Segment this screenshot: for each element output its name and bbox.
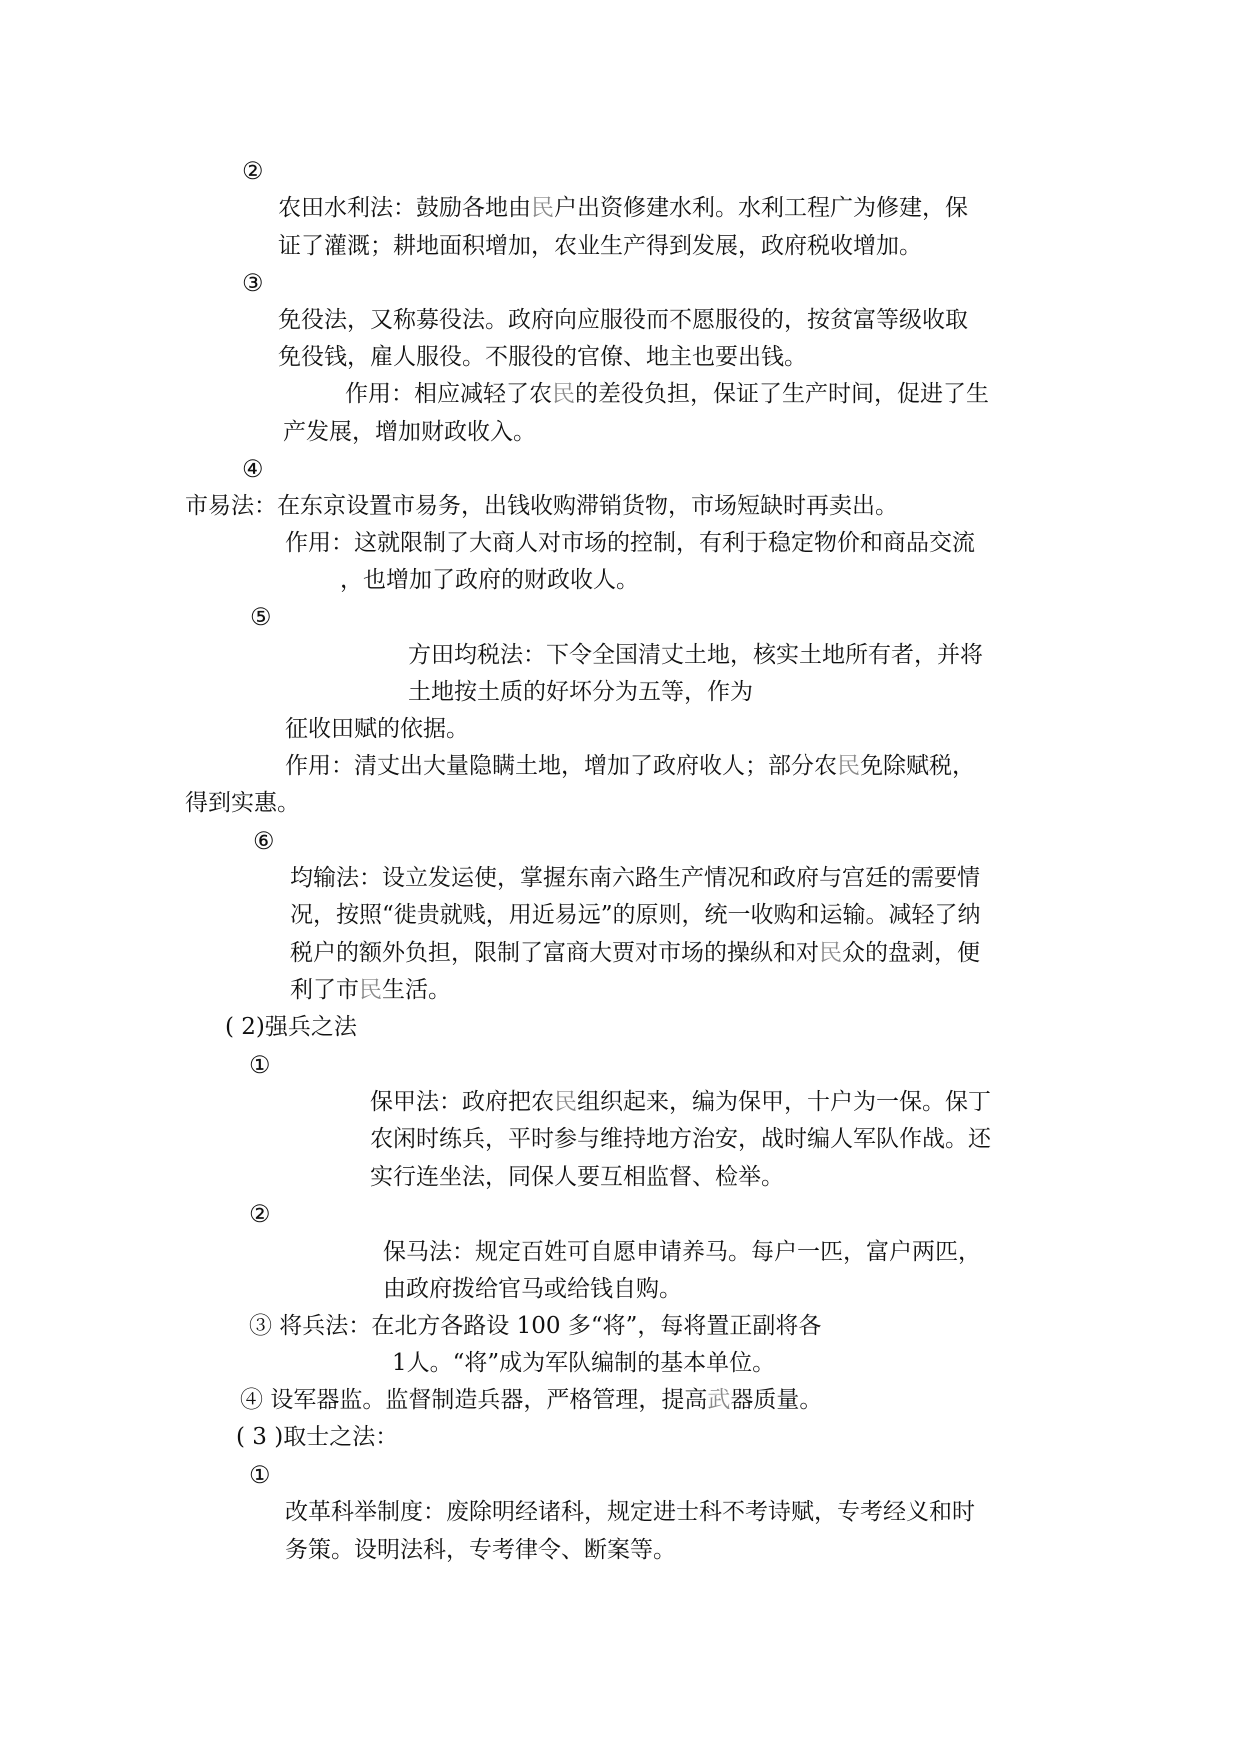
text-line: 证了灌溉；耕地面积增加，农业生产得到发展，政府税收增加。: [278, 233, 922, 259]
circled-number: ⑥: [253, 827, 275, 855]
text-line: 免役钱，雇人服役。不服役的官僚、地主也要出钱。: [278, 344, 807, 370]
text-line: ，也增加了政府的财政收人。: [340, 567, 639, 593]
text-line: 务策。设明法科，专考律令、断案等。: [285, 1537, 676, 1563]
text-line: 况，按照“徙贵就贱，用近易远”的原则，统一收购和运输。减轻了纳: [290, 902, 981, 928]
section-heading: ( 3 )取士之法：: [236, 1424, 399, 1450]
text-line: 方田均税法：下令全国清丈土地，核实土地所有者，并将: [408, 642, 983, 668]
text-line: 保马法：规定百姓可自愿申请养马。每户一匹，富户两匹，: [383, 1239, 981, 1265]
circled-number: ①: [249, 1461, 271, 1489]
circled-number: ③: [242, 269, 264, 297]
circled-number: ②: [242, 157, 264, 185]
text-line: 得到实惠。: [185, 790, 300, 816]
text-line: 均输法：设立发运使，掌握东南六路生产情况和政府与宫廷的需要情: [290, 865, 980, 891]
circled-number: ⑤: [250, 603, 272, 631]
text-line: 农田水利法：鼓励各地由民户出资修建水利。水利工程广为修建，保: [278, 195, 968, 221]
text-line: 由政府拨给官马或给钱自购。: [383, 1276, 682, 1302]
text-line: 市易法：在东京设置市易务，出钱收购滞销货物，市场短缺时再卖出。: [185, 493, 898, 519]
text-line: 作用：清丈出大量隐瞒土地，增加了政府收人；部分农民免除赋税，: [285, 753, 975, 779]
text-line: 实行连坐法，同保人要互相监督、检举。: [370, 1164, 784, 1190]
text-line: 利了市民生活。: [290, 977, 451, 1003]
circled-number: ④: [242, 455, 264, 483]
section-heading: ( 2)强兵之法: [225, 1014, 357, 1040]
text-line: 产发展，增加财政收入。: [283, 419, 536, 445]
text-line: 税户的额外负担，限制了富商大贾对市场的操纵和对民众的盘剥，便: [290, 940, 980, 966]
text-line: 免役法，又称募役法。政府向应服役而不愿服役的，按贫富等级收取: [278, 307, 968, 333]
text-line: ④ 设军器监。监督制造兵器，严格管理，提高武器质量。: [240, 1387, 823, 1413]
text-line: ③ 将兵法：在北方各路设 100 多“将”，每将置正副将各: [249, 1313, 822, 1339]
text-line: 土地按土质的好坏分为五等，作为: [408, 679, 753, 705]
text-line: 1人。“将”成为军队编制的基本单位。: [392, 1350, 776, 1376]
text-line: 征收田赋的依据。: [285, 716, 469, 742]
circled-number: ①: [249, 1051, 271, 1079]
circled-number: ②: [249, 1200, 271, 1228]
text-line: 作用：这就限制了大商人对市场的控制，有利于稳定物价和商品交流: [285, 530, 975, 556]
text-line: 改革科举制度：废除明经诸科，规定进士科不考诗赋，专考经义和时: [285, 1499, 975, 1525]
text-line: 保甲法：政府把农民组织起来，编为保甲，十户为一保。保丁: [370, 1089, 991, 1115]
text-line: 作用：相应减轻了农民的差役负担，保证了生产时间，促进了生: [345, 381, 989, 407]
text-line: 农闲时练兵，平时参与维持地方治安，战时编人军队作战。还: [370, 1126, 991, 1152]
